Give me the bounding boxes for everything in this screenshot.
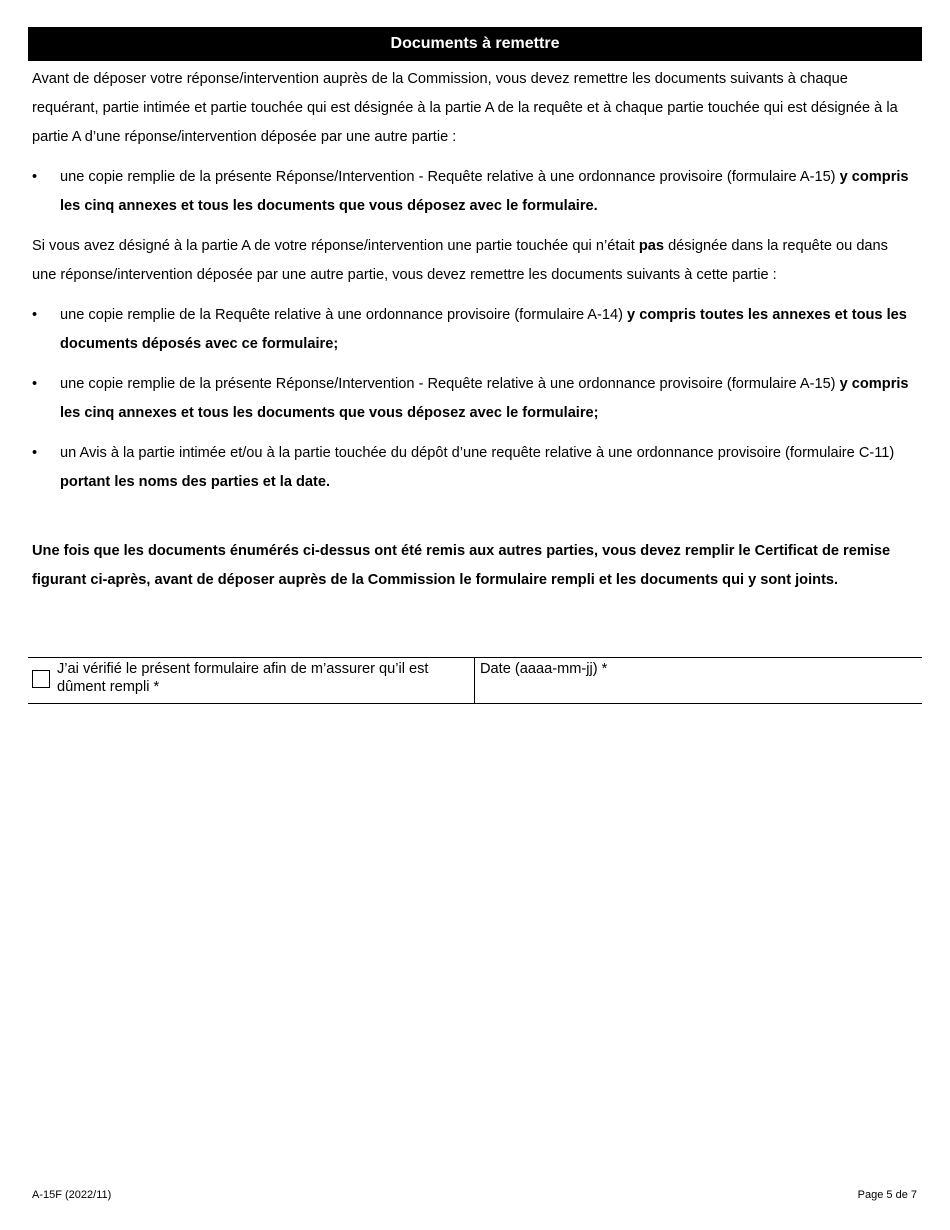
bullet-icon: • (32, 445, 38, 461)
section-header (28, 27, 922, 61)
page-number: Page 5 de 7 (857, 1189, 917, 1201)
bullet-icon: • (32, 169, 38, 185)
list-item: • une copie remplie de la Requête relative à une ordonnance provisoire (formulaire A-14) y compris toutes les annexes et tous les documents déposés avec ce formulaire; (32, 301, 910, 359)
section-title: Documents à remettre (390, 35, 560, 52)
date-input[interactable] (479, 680, 913, 702)
paragraph-2: Si vous avez désigné à la partie A de votre réponse/intervention une partie touchée qui n’était pas désignée dans la requête ou dans une réponse/intervention déposée par une autre partie, vous devez remettre les documents suivants à cette partie : (32, 238, 888, 283)
list-item: • une copie remplie de la présente Réponse/Intervention - Requête relative à une ordonnance provisoire (formulaire A-15) y compris les cinq annexes et tous les documents que vous déposez avec le formulaire. (32, 163, 910, 221)
date-cell (475, 658, 922, 703)
verification-row (28, 657, 922, 704)
bullet-icon: • (32, 376, 38, 392)
date-label: Date (aaaa-mm-jj) * (480, 661, 608, 677)
verified-checkbox-label: J’ai vérifié le présent formulaire afin de m’assurer qu’il est dûment rempli * (57, 661, 429, 695)
list-item: • un Avis à la partie intimée et/ou à la partie touchée du dépôt d’une requête relative à une ordonnance provisoire (formulaire C-11) portant les noms des parties et la date. (32, 439, 910, 497)
form-code: A-15F (2022/11) (32, 1189, 112, 1201)
list-item: • une copie remplie de la présente Réponse/Intervention - Requête relative à une ordonnance provisoire (formulaire A-15) y compris les cinq annexes et tous les documents que vous déposez avec le formulaire; (32, 370, 910, 428)
closing-paragraph: Une fois que les documents énumérés ci-dessus ont été remis aux autres parties, vous devez remplir le Certificat de remise figurant ci-après, avant de déposer auprès de la Commission le formulaire rempli et les documents qui y sont joints. (32, 543, 891, 588)
bullet-icon: • (32, 307, 38, 323)
intro-paragraph: Avant de déposer votre réponse/intervention auprès de la Commission, vous devez remettre les documents suivants à chaque requérant, partie intimée et partie touchée qui est désignée à la partie A de la requête et à chaque partie touchée qui est désignée à la partie A d’une réponse/intervention déposée par une autre partie : (32, 71, 898, 145)
verification-cell (28, 658, 475, 703)
verified-checkbox[interactable] (32, 670, 50, 688)
instructions (32, 65, 910, 508)
